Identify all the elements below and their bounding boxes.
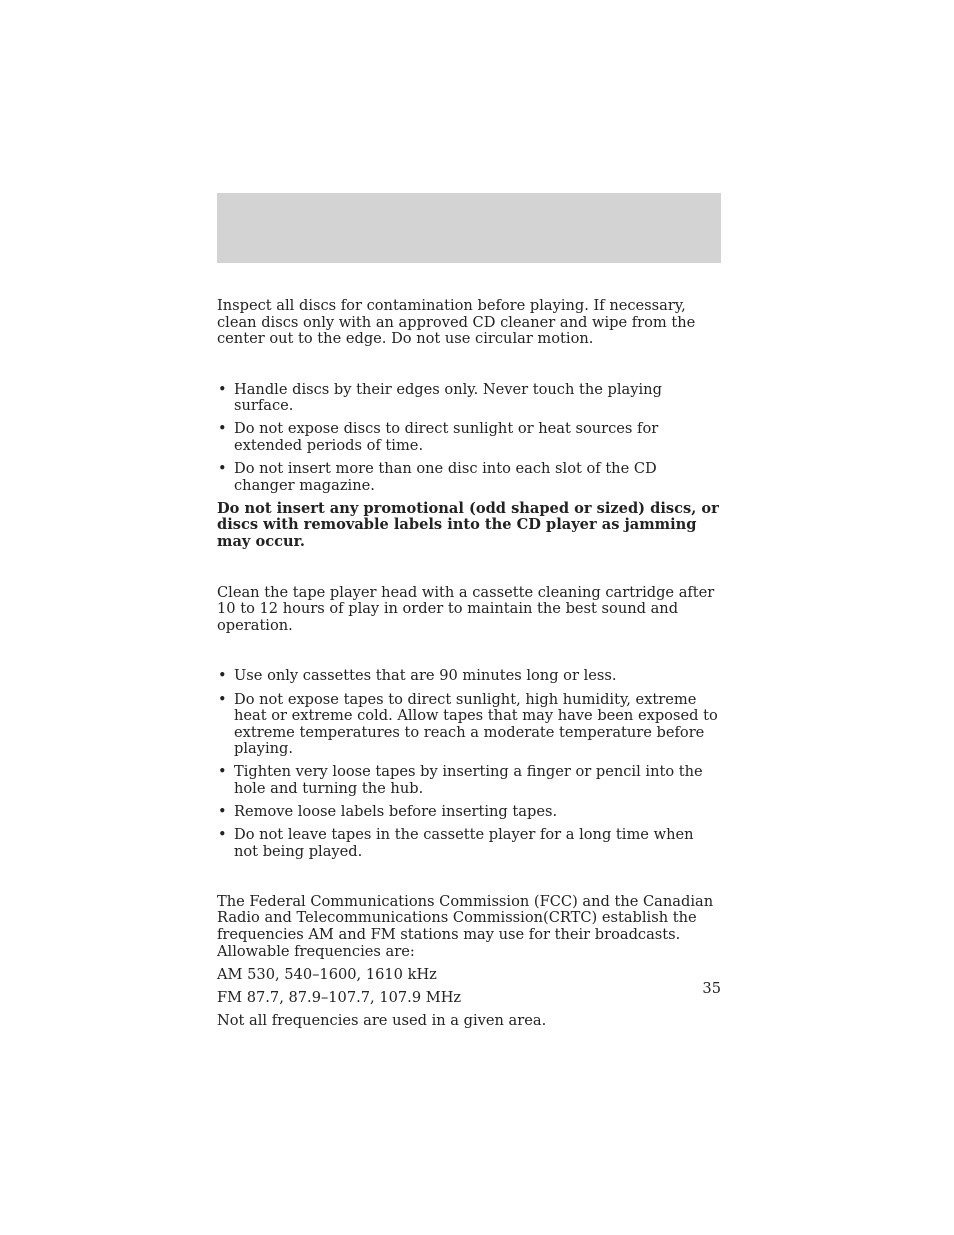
cd-cleaning-paragraph: Inspect all discs for contamination before playing. If necessary, clean discs only with an approved CD cleaner and wipe from the center out to the edge. Do not use circular motion. (217, 297, 696, 348)
frequencies-paragraph: The Federal Communications Commission (FCC) and the Canadian Radio and Telecommunications Commission(CRTC) establish the frequencies AM and FM stations may use for their broadcasts. Allowable frequencies are: (217, 892, 714, 960)
list-item: • Remove loose labels before inserting tapes. (217, 804, 721, 821)
cd-care-list (217, 382, 721, 495)
cd-warning-paragraph: Do not insert any promotional (odd shaped or sized) discs, or discs with removable labels into the CD player as jamming may occur. (217, 499, 719, 551)
frequencies-note: Not all frequencies are used in a given area. (217, 1011, 547, 1029)
tape-care-list (217, 668, 721, 860)
page-content (217, 298, 721, 1030)
section-header-bar (217, 193, 721, 263)
list-item: • Use only cassettes that are 90 minutes long or less. (217, 668, 721, 685)
list-item: • Do not leave tapes in the cassette player for a long time when not being played. (217, 827, 721, 860)
tape-cleaning-paragraph: Clean the tape player head with a cassette cleaning cartridge after 10 to 12 hours of play in order to maintain the best sound and operation. (217, 583, 715, 634)
list-item: • Tighten very loose tapes by inserting a finger or pencil into the hole and turning the hub. (217, 764, 721, 797)
fm-frequencies: FM 87.7, 87.9–107.7, 107.9 MHz (217, 988, 462, 1006)
list-item: • Do not expose discs to direct sunlight or heat sources for extended periods of time. (217, 421, 721, 454)
list-item: • Handle discs by their edges only. Never touch the playing surface. (217, 382, 721, 415)
list-item: • Do not insert more than one disc into each slot of the CD changer magazine. (217, 461, 721, 494)
am-frequencies: AM 530, 540–1600, 1610 kHz (217, 965, 437, 983)
list-item: • Do not expose tapes to direct sunlight, high humidity, extreme heat or extreme cold. Allow tapes that may have been exposed to extreme temperatures to reach a moderate temperature before playing. (217, 692, 721, 758)
page-number: 35 (702, 980, 721, 997)
